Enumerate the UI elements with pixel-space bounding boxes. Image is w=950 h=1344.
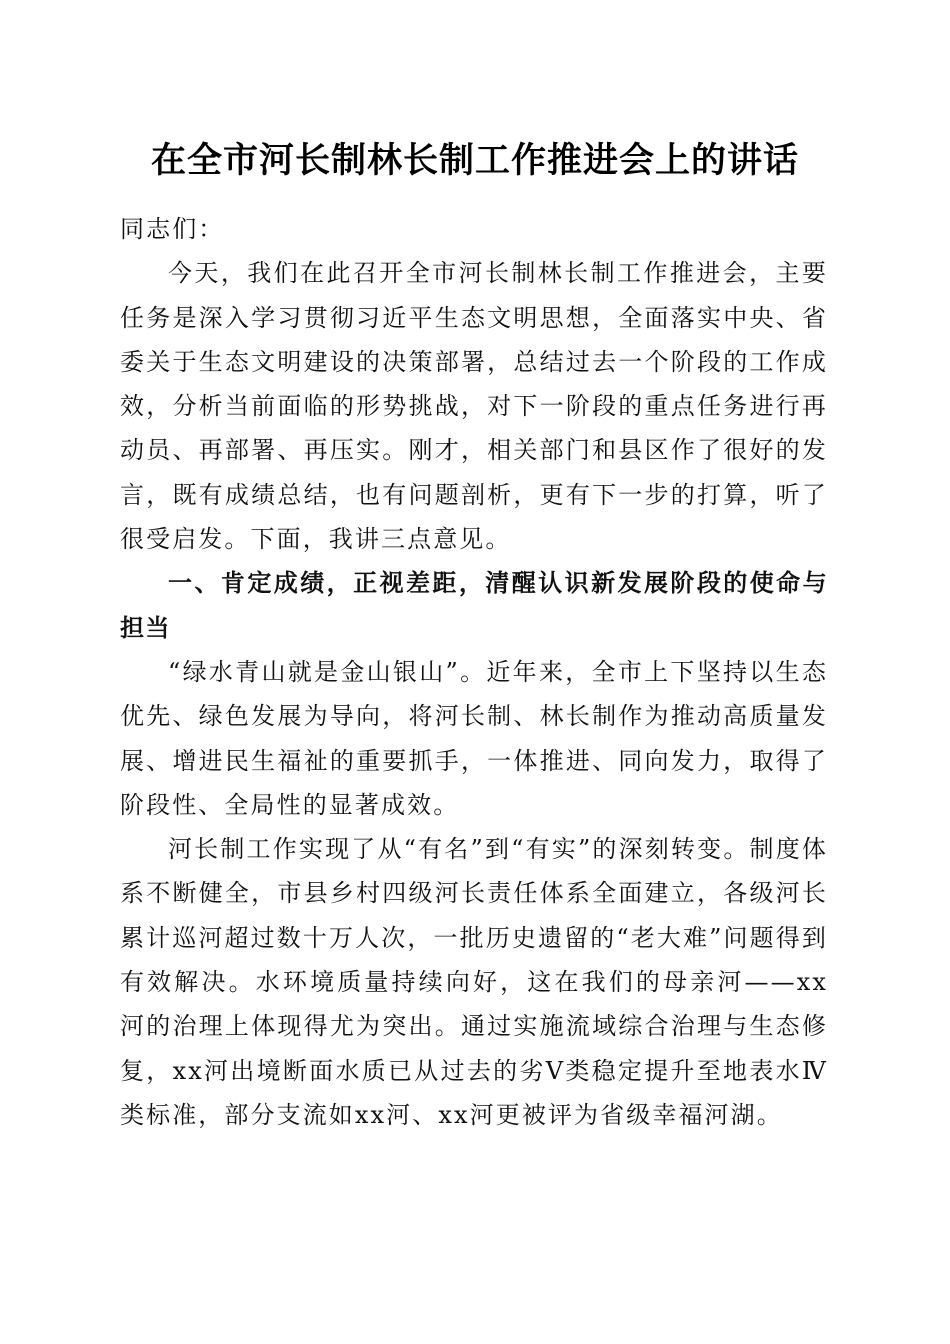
section-heading-1: 一、肯定成绩，正视差距，清醒认识新发展阶段的使命与担当 [120,569,828,642]
document-body [120,207,828,1137]
paragraph-achievements: “绿水青山就是金山银山”。近年来，全市上下坚持以生态优先、绿色发展为导向，将河长制、林长制作为推动高质量发展、增进民生福祉的重要抓手，一体推进、同向发力，取得了阶段性、全局性的显著成效。 [120,657,828,819]
document-title: 在全市河长制林长制工作推进会上的讲话 [150,140,799,181]
salutation: 同志们： [120,215,225,243]
paragraph-river-chief: 河长制工作实现了从“有名”到“有实”的深刻转变。制度体系不断健全，市县乡村四级河长责任体系全面建立，各级河长累计巡河超过数十万人次，一批历史遗留的“老大难”问题得到有效解决。水环境质量持续向好，这在我们的母亲河——xx河的治理上体现得尤为突出。通过实施流域综合治理与生态修复，xx河出境断面水质已从过去的劣Ⅴ类稳定提升至地表水Ⅳ类标准，部分支流如xx河、xx河更被评为省级幸福河湖。 [120,835,828,1129]
paragraph-opening: 今天，我们在此召开全市河长制林长制工作推进会，主要任务是深入学习贯彻习近平生态文明思想，全面落实中央、省委关于生态文明建设的决策部署，总结过去一个阶段的工作成效，分析当前面临的形势挑战，对下一阶段的重点任务进行再动员、再部署、再压实。刚才，相关部门和县区作了很好的发言，既有成绩总结，也有问题剖析，更有下一步的打算，听了很受启发。下面，我讲三点意见。 [120,259,828,554]
